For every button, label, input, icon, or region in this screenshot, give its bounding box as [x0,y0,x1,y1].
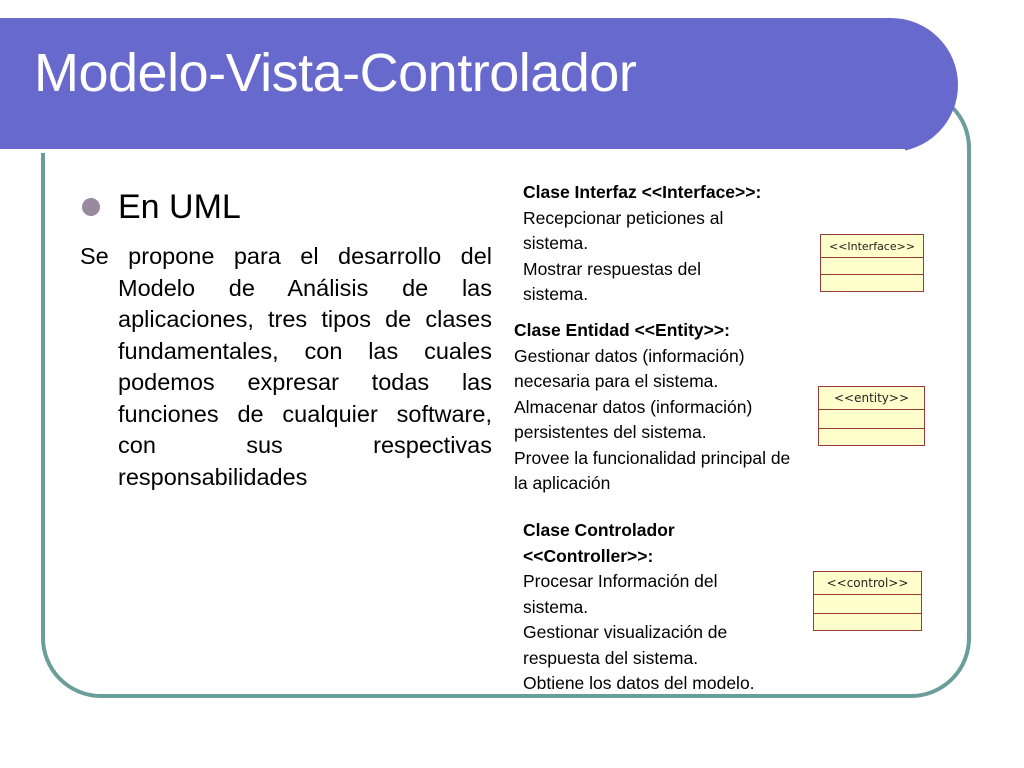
entity-heading: Clase Entidad <<Entity>>: [514,320,730,340]
uml-interface-stereotype: <<Interface>> [828,239,916,253]
uml-attributes-section [821,257,923,274]
body-paragraph: Se propone para el desarrollo del Modelo de Análisis de las aplicaciones, tres tipos de clases fundamentales, con las cuales podemos expresar todas las funciones de cualquier software, con sus respectivas responsabilidades [80,243,492,490]
controller-heading: <<Controller>>: [523,545,654,566]
uml-entity-class-icon [818,386,925,446]
controller-description [523,518,755,697]
slide-title: Modelo-Vista-Controlador [34,43,637,103]
uml-attributes-section [814,594,921,613]
title-underline [0,149,905,153]
entity-line: persistentes del sistema. [514,422,707,442]
uml-methods-section [814,613,921,628]
uml-controller-class-icon [813,571,922,631]
entity-line: la aplicación [514,473,611,493]
uml-controller-stereotype: <<control>> [826,576,909,590]
uml-interface-class-icon [820,234,924,292]
bullet-text: En UML [118,188,241,226]
interface-description [523,180,761,308]
interface-line: sistema. [523,284,589,304]
interface-line: sistema. [523,233,589,253]
interface-line: Recepcionar peticiones al [523,207,724,228]
bullet-item [82,190,241,224]
entity-line: necesaria para el sistema. [514,371,719,391]
interface-heading: Clase Interfaz <<Interface>>: [523,182,762,202]
controller-line: respuesta del sistema. [523,647,699,668]
entity-line: Almacenar datos (información) [514,396,753,417]
uml-methods-section [819,428,924,443]
bullet-dot-icon [82,198,100,216]
entity-description [514,318,790,497]
entity-line: Provee la funcionalidad principal de [514,447,791,468]
uml-methods-section [821,274,923,289]
interface-line: Mostrar respuestas del [523,258,701,279]
uml-attributes-section [819,409,924,428]
controller-line: Gestionar visualización de [523,622,728,642]
uml-entity-stereotype: <<entity>> [833,391,910,405]
controller-heading: Clase Controlador [523,520,675,540]
entity-line: Gestionar datos (información) [514,345,745,366]
controller-line: Obtiene los datos del modelo. [523,673,755,693]
controller-line: Procesar Información del [523,571,718,591]
controller-line: sistema. [523,596,589,617]
